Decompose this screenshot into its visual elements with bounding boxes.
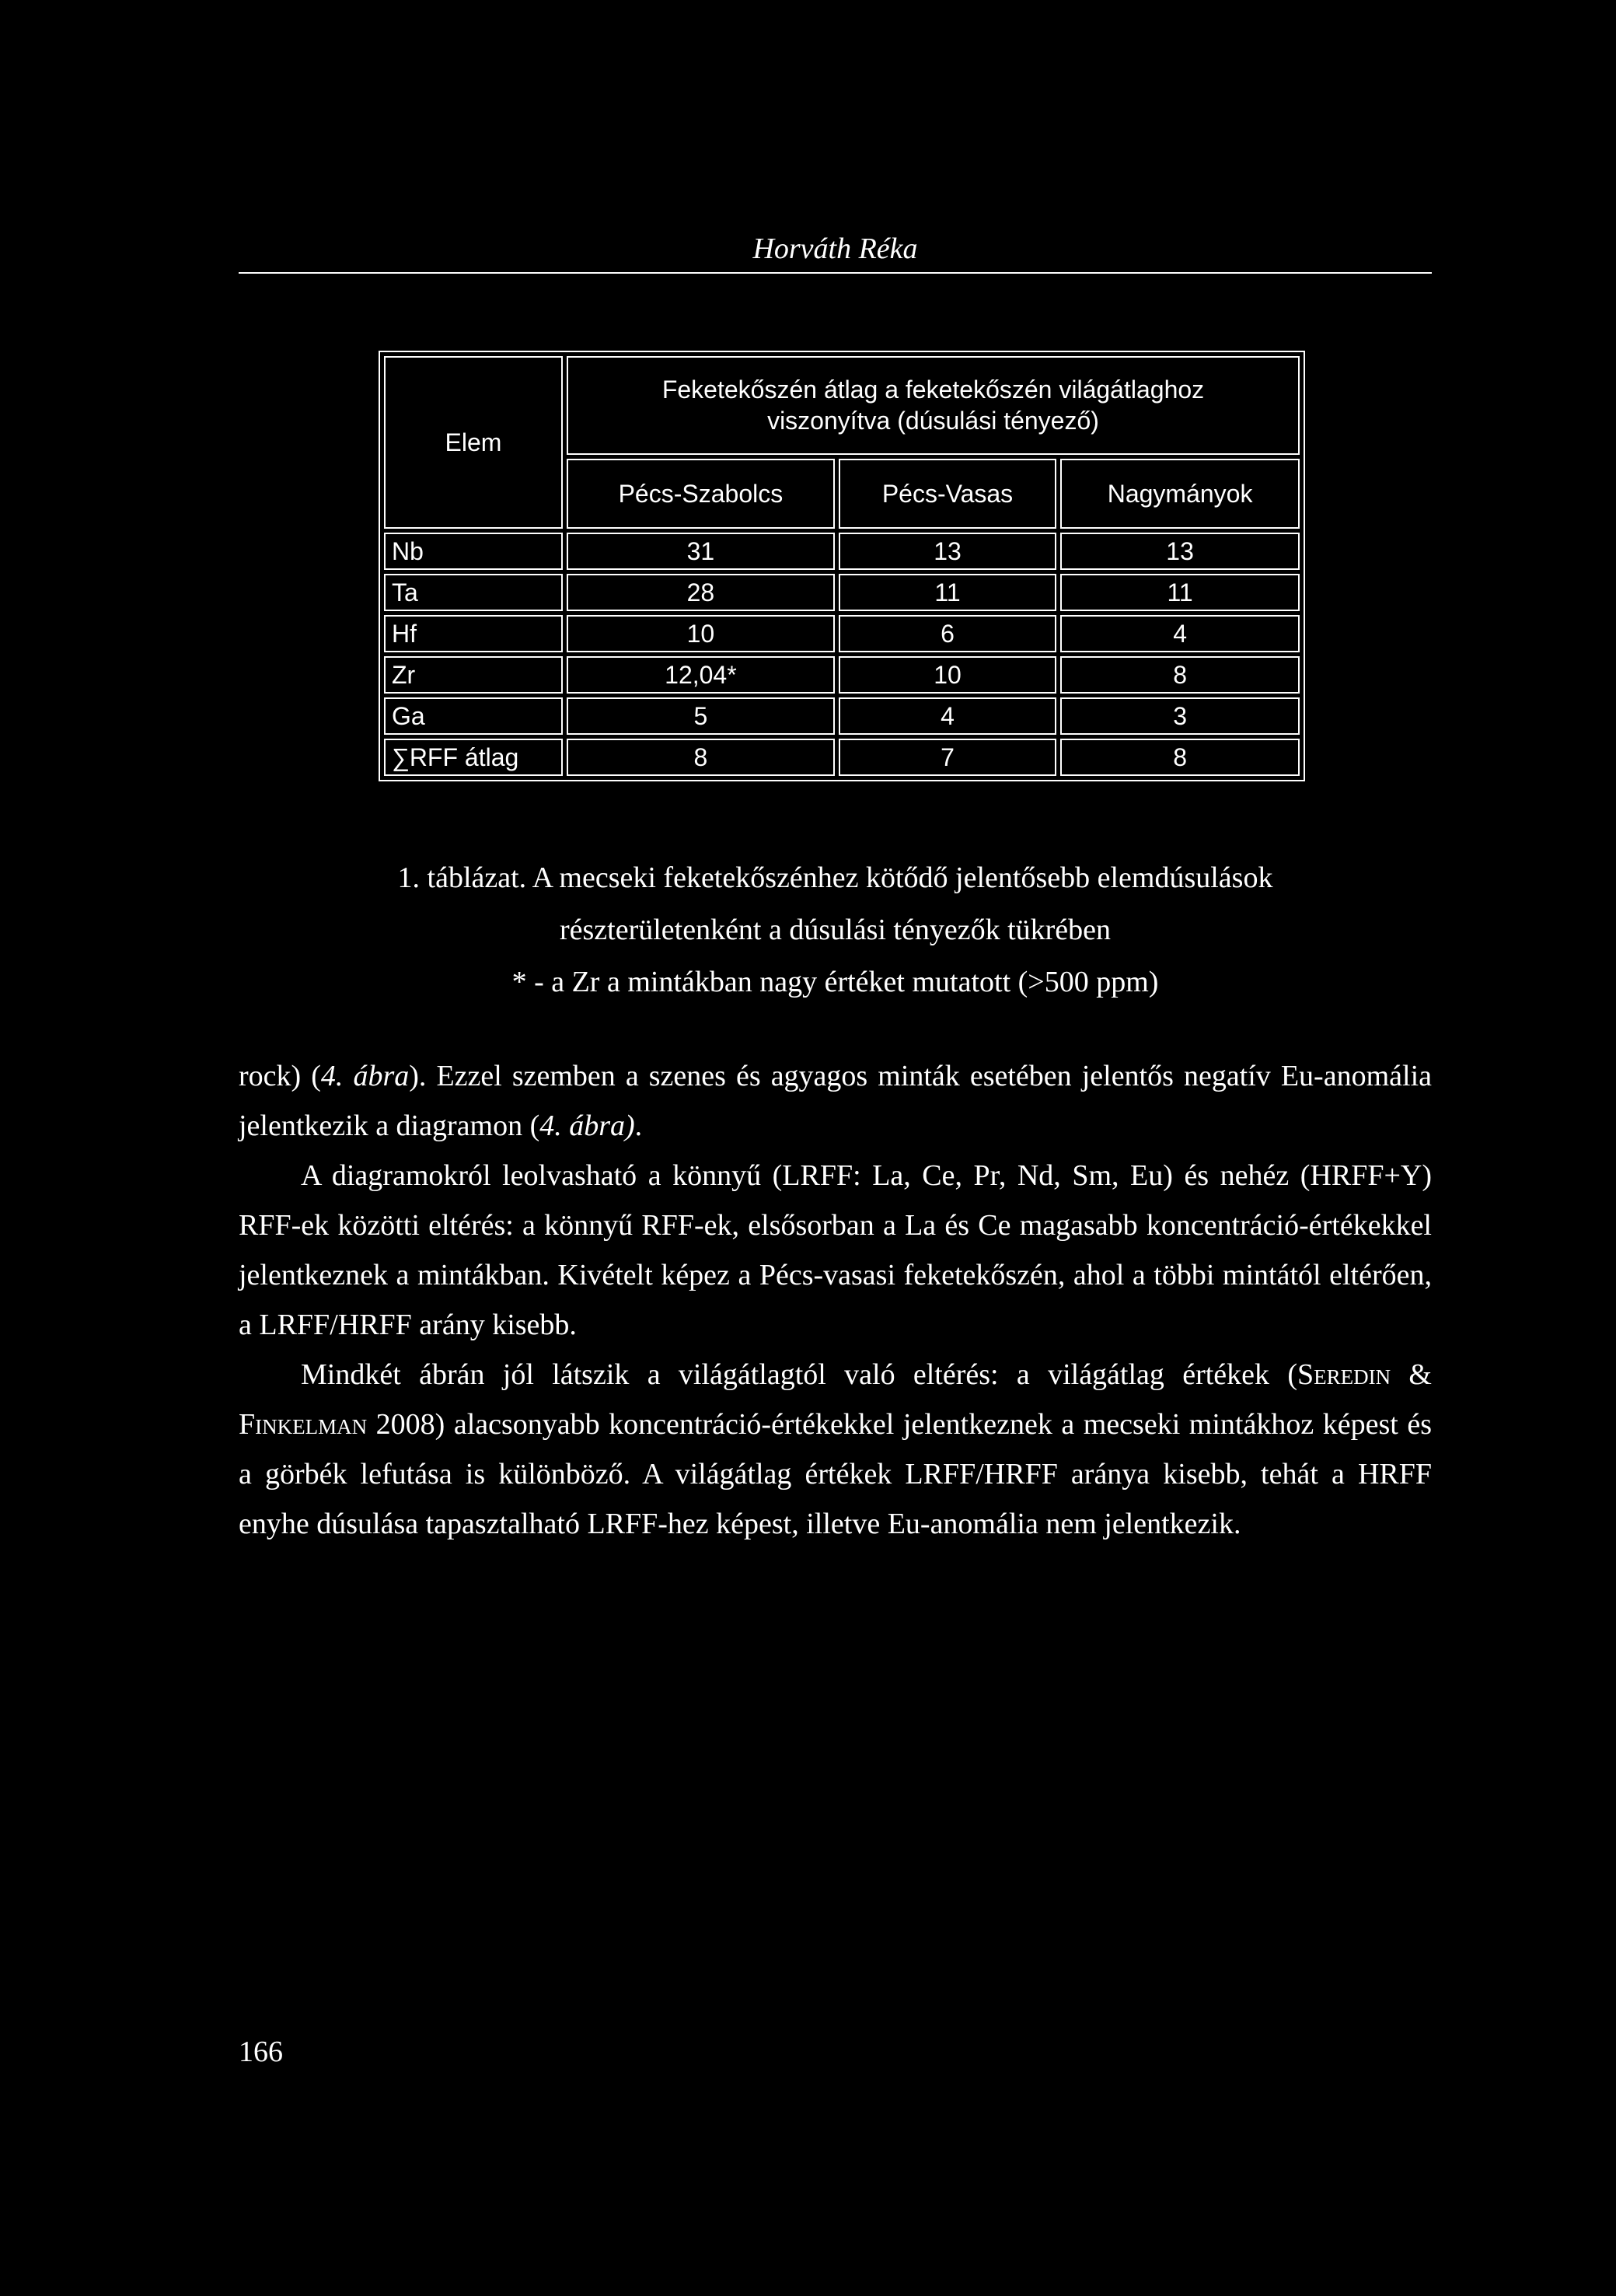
row-label: Ta bbox=[384, 574, 563, 611]
table-cell: 10 bbox=[567, 615, 835, 652]
main-header-line1: Feketekőszén átlag a feketekőszén világátlaghoz bbox=[661, 376, 1205, 404]
table-cell: 4 bbox=[1060, 615, 1300, 652]
row-label: Zr bbox=[384, 656, 563, 694]
row-label: Ga bbox=[384, 697, 563, 735]
table-header-row bbox=[384, 356, 1300, 455]
enrichment-table bbox=[379, 351, 1305, 781]
table-row bbox=[384, 533, 1300, 570]
paragraph bbox=[239, 1350, 1432, 1549]
table-cell: 4 bbox=[839, 697, 1056, 735]
table-row bbox=[384, 615, 1300, 652]
table-caption bbox=[239, 852, 1432, 1008]
running-header: Horváth Réka bbox=[752, 232, 918, 265]
column-header-pecs-vasas: Pécs-Vasas bbox=[839, 459, 1056, 529]
table-cell: 8 bbox=[1060, 739, 1300, 776]
row-label: Nb bbox=[384, 533, 563, 570]
main-header-cell bbox=[567, 356, 1300, 455]
table-row bbox=[384, 574, 1300, 611]
table-cell: 5 bbox=[567, 697, 835, 735]
table-cell: 11 bbox=[1060, 574, 1300, 611]
author-name: Finkelman bbox=[239, 1408, 368, 1441]
table-cell: 13 bbox=[839, 533, 1056, 570]
header-rule bbox=[239, 272, 1432, 274]
figure-reference: 4. ábra) bbox=[539, 1110, 635, 1142]
row-label: ∑RFF átlag bbox=[384, 739, 563, 776]
paragraph bbox=[239, 1051, 1432, 1151]
body-text bbox=[239, 1051, 1432, 1549]
table-cell: 8 bbox=[1060, 656, 1300, 694]
table-cell: 10 bbox=[839, 656, 1056, 694]
caption-line: részterületenként a dúsulási tényezők tükrében bbox=[559, 914, 1112, 946]
page-number: 166 bbox=[239, 2036, 283, 2068]
element-header-cell: Elem bbox=[384, 356, 563, 529]
column-header-nagymanyok: Nagymányok bbox=[1060, 459, 1300, 529]
column-header-pecs-szabolcs: Pécs-Szabolcs bbox=[567, 459, 835, 529]
caption-line: 1. táblázat. A mecseki feketekőszénhez kötődő jelentősebb elemdúsulások bbox=[397, 861, 1273, 894]
table-cell: 7 bbox=[839, 739, 1056, 776]
table-cell: 28 bbox=[567, 574, 835, 611]
table-cell: 12,04* bbox=[567, 656, 835, 694]
paragraph: A diagramokról leolvasható a könnyű (LRFF: La, Ce, Pr, Nd, Sm, Eu) és nehéz (HRFF+Y) RFF-ek közötti eltérés: a könnyű RFF-ek, elsősorban a La és Ce magasabb koncentráció-értékekkel jelentkeznek a mintákban. Kivételt képez a Pécs-vasasi feketekőszén, ahol a többi mintától eltérően, a LRFF/HRFF arány kisebb. bbox=[239, 1159, 1432, 1341]
table-cell: 13 bbox=[1060, 533, 1300, 570]
text-run: & bbox=[1391, 1358, 1432, 1391]
table-cell: 8 bbox=[567, 739, 835, 776]
text-run: . bbox=[634, 1110, 643, 1142]
text-run: ). Ezzel szemben a szenes és agyagos minták esetében jelentős negatív Eu-anomália jelentkezik a diagramon ( bbox=[239, 1060, 1432, 1142]
table-row bbox=[384, 697, 1300, 735]
table-cell: 3 bbox=[1060, 697, 1300, 735]
table-cell: 11 bbox=[839, 574, 1056, 611]
author-name: Seredin bbox=[1297, 1358, 1391, 1391]
table-cell: 31 bbox=[567, 533, 835, 570]
figure-reference: 4. ábra bbox=[320, 1060, 410, 1092]
text-run: rock) ( bbox=[239, 1060, 321, 1092]
text-run: Mindkét ábrán jól látszik a világátlagtól való eltérés: a világátlag értékek ( bbox=[301, 1358, 1297, 1391]
table-row bbox=[384, 656, 1300, 694]
text-run: 2008) alacsonyabb koncentráció-értékekkel jelentkeznek a mecseki mintákhoz képest és a görbék lefutása is különböző. A világátlag értékek LRFF/HRFF aránya kisebb, tehát a HRFF enyhe dúsulása tapasztalható LRFF-hez képest, illetve Eu-anomália nem jelentkezik. bbox=[239, 1408, 1432, 1540]
main-header-line2: viszonyítva (dúsulási tényező) bbox=[767, 407, 1099, 435]
row-label: Hf bbox=[384, 615, 563, 652]
table-cell: 6 bbox=[839, 615, 1056, 652]
caption-footnote: * - a Zr a mintákban nagy értéket mutatott (>500 ppm) bbox=[511, 966, 1159, 998]
table-row bbox=[384, 739, 1300, 776]
